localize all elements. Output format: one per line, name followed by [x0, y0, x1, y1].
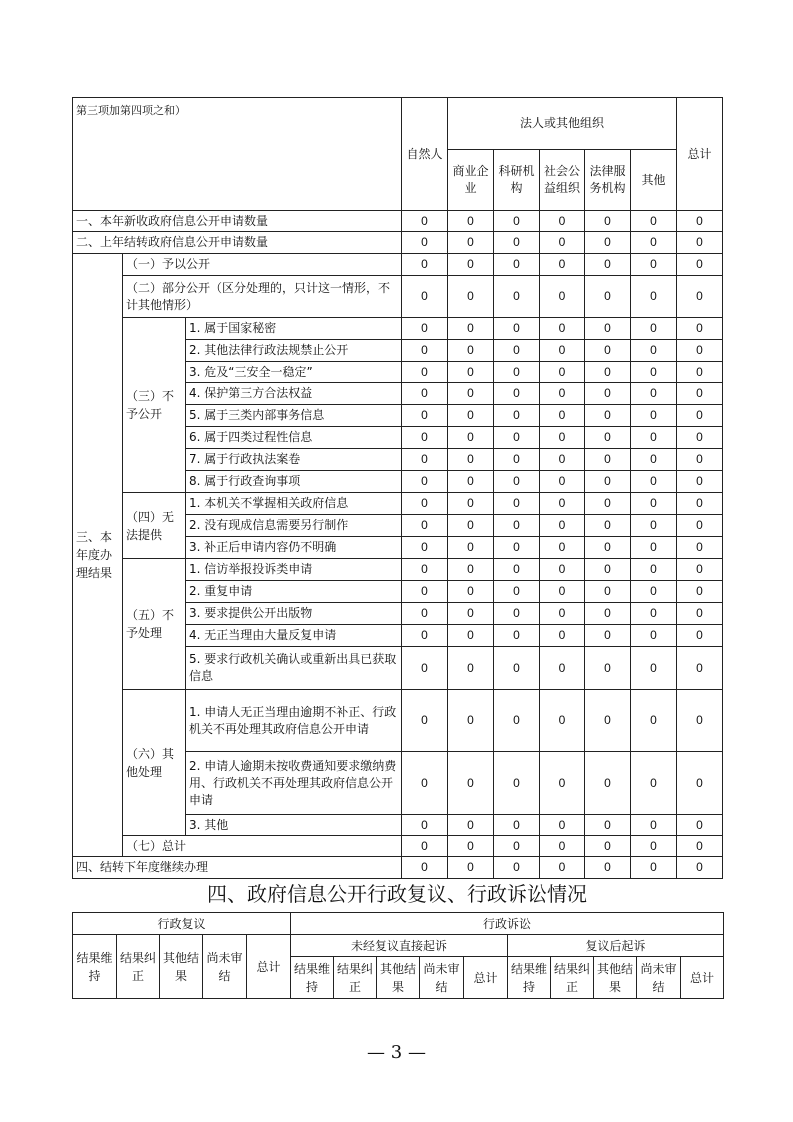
- value-cell: 0: [402, 493, 448, 515]
- value-cell: 0: [677, 647, 723, 690]
- value-cell: 0: [540, 383, 585, 405]
- value-cell: 0: [677, 752, 723, 815]
- value-cell: 0: [402, 232, 448, 254]
- value-cell: 0: [631, 647, 677, 690]
- section4-heading: 四、政府信息公开行政复议、行政诉讼情况: [207, 882, 587, 906]
- row-label: 3. 要求提供公开出版物: [186, 603, 402, 625]
- row-label: 3. 危及“三安全一稳定”: [186, 362, 402, 383]
- value-cell: 0: [540, 690, 585, 752]
- value-cell: 0: [540, 625, 585, 647]
- value-cell: 0: [402, 690, 448, 752]
- value-cell: 0: [631, 581, 677, 603]
- header-note: 第三项加第四项之和）: [73, 98, 402, 211]
- value-cell: 0: [402, 515, 448, 537]
- review-col-pending: 尚未审结: [203, 935, 247, 999]
- value-cell: 0: [540, 318, 585, 340]
- header-public-welfare: 社会公益组织: [540, 150, 585, 211]
- value-cell: 0: [631, 625, 677, 647]
- row-label: 6. 属于四类过程性信息: [186, 427, 402, 449]
- value-cell: 0: [585, 405, 631, 427]
- value-cell: 0: [402, 340, 448, 362]
- value-cell: 0: [631, 318, 677, 340]
- value-cell: 0: [402, 815, 448, 836]
- group-label: （三）不予公开: [123, 318, 186, 493]
- value-cell: 0: [402, 405, 448, 427]
- value-cell: 0: [585, 471, 631, 493]
- row-label: （七）总计: [123, 836, 402, 857]
- value-cell: 0: [631, 515, 677, 537]
- value-cell: 0: [540, 559, 585, 581]
- value-cell: 0: [402, 559, 448, 581]
- value-cell: 0: [540, 254, 585, 276]
- value-cell: 0: [540, 405, 585, 427]
- review-col-maintain: 结果维持: [73, 935, 117, 999]
- table-row: [73, 836, 723, 857]
- value-cell: 0: [494, 559, 540, 581]
- value-cell: 0: [402, 254, 448, 276]
- value-cell: 0: [585, 254, 631, 276]
- group-label: （五）不予处理: [123, 559, 186, 690]
- value-cell: 0: [402, 318, 448, 340]
- value-cell: 0: [585, 340, 631, 362]
- value-cell: 0: [677, 559, 723, 581]
- value-cell: 0: [448, 318, 494, 340]
- value-cell: 0: [494, 515, 540, 537]
- header-review: 行政复议: [73, 913, 291, 935]
- value-cell: 0: [585, 647, 631, 690]
- value-cell: 0: [631, 857, 677, 879]
- row-label: 1. 属于国家秘密: [186, 318, 402, 340]
- row-label: 2. 其他法律行政法规禁止公开: [186, 340, 402, 362]
- table-row: [73, 857, 723, 879]
- value-cell: 0: [402, 752, 448, 815]
- header-litigation: 行政诉讼: [291, 913, 724, 935]
- value-cell: 0: [448, 690, 494, 752]
- row-label: 5. 要求行政机关确认或重新出具已获取信息: [186, 647, 402, 690]
- value-cell: 0: [402, 836, 448, 857]
- value-cell: 0: [494, 383, 540, 405]
- value-cell: 0: [677, 449, 723, 471]
- value-cell: 0: [585, 815, 631, 836]
- value-cell: 0: [494, 471, 540, 493]
- value-cell: 0: [494, 362, 540, 383]
- value-cell: 0: [631, 276, 677, 318]
- value-cell: 0: [448, 211, 494, 232]
- value-cell: 0: [540, 581, 585, 603]
- value-cell: 0: [540, 493, 585, 515]
- value-cell: 0: [540, 276, 585, 318]
- value-cell: 0: [448, 559, 494, 581]
- value-cell: 0: [448, 405, 494, 427]
- value-cell: 0: [402, 603, 448, 625]
- row-label: 7. 属于行政执法案卷: [186, 449, 402, 471]
- value-cell: 0: [494, 340, 540, 362]
- row-label: 5. 属于三类内部事务信息: [186, 405, 402, 427]
- table-row: [73, 493, 723, 515]
- group-label: （六）其他处理: [123, 690, 186, 836]
- row-label: 3. 补正后申请内容仍不明确: [186, 537, 402, 559]
- value-cell: 0: [540, 836, 585, 857]
- value-cell: 0: [494, 857, 540, 879]
- review-col-total: 总计: [247, 935, 291, 999]
- value-cell: 0: [402, 362, 448, 383]
- row-label: 1. 信访举报投诉类申请: [186, 559, 402, 581]
- group-label: （四）无法提供: [123, 493, 186, 559]
- value-cell: 0: [585, 537, 631, 559]
- value-cell: 0: [402, 625, 448, 647]
- value-cell: 0: [494, 815, 540, 836]
- value-cell: 0: [540, 537, 585, 559]
- value-cell: 0: [677, 427, 723, 449]
- review-litigation-table: [72, 912, 724, 999]
- value-cell: 0: [677, 318, 723, 340]
- value-cell: 0: [494, 449, 540, 471]
- header-research: 科研机构: [494, 150, 540, 211]
- value-cell: 0: [585, 581, 631, 603]
- table-row: [73, 690, 723, 752]
- value-cell: 0: [585, 752, 631, 815]
- direct-col-total: 总计: [464, 957, 508, 999]
- value-cell: 0: [585, 211, 631, 232]
- row-label: 2. 申请人逾期未按收费通知要求缴纳费用、行政机关不再处理其政府信息公开申请: [186, 752, 402, 815]
- direct-col-maintain: 结果维持: [291, 957, 334, 999]
- value-cell: 0: [402, 647, 448, 690]
- row-label: （二）部分公开（区分处理的，只计这一情形，不计其他情形）: [123, 276, 402, 318]
- value-cell: 0: [585, 836, 631, 857]
- value-cell: 0: [402, 471, 448, 493]
- row-label: 4. 保护第三方合法权益: [186, 383, 402, 405]
- value-cell: 0: [494, 581, 540, 603]
- value-cell: 0: [448, 815, 494, 836]
- value-cell: 0: [402, 537, 448, 559]
- value-cell: 0: [540, 857, 585, 879]
- value-cell: 0: [677, 537, 723, 559]
- value-cell: 0: [585, 603, 631, 625]
- value-cell: 0: [585, 493, 631, 515]
- direct-col-pending: 尚未审结: [420, 957, 464, 999]
- value-cell: 0: [540, 211, 585, 232]
- value-cell: 0: [402, 211, 448, 232]
- value-cell: 0: [448, 362, 494, 383]
- value-cell: 0: [448, 647, 494, 690]
- value-cell: 0: [540, 647, 585, 690]
- table-row: [73, 232, 723, 254]
- row-label: 2. 重复申请: [186, 581, 402, 603]
- value-cell: 0: [402, 276, 448, 318]
- value-cell: 0: [540, 449, 585, 471]
- value-cell: 0: [585, 232, 631, 254]
- value-cell: 0: [540, 603, 585, 625]
- table-row: [73, 254, 723, 276]
- row-label: 3. 其他: [186, 815, 402, 836]
- value-cell: 0: [494, 752, 540, 815]
- value-cell: 0: [585, 690, 631, 752]
- value-cell: 0: [448, 515, 494, 537]
- value-cell: 0: [494, 427, 540, 449]
- after-col-total: 总计: [681, 957, 724, 999]
- value-cell: 0: [448, 603, 494, 625]
- header-other: 其他: [631, 150, 677, 211]
- value-cell: 0: [494, 690, 540, 752]
- value-cell: 0: [631, 815, 677, 836]
- value-cell: 0: [448, 449, 494, 471]
- value-cell: 0: [494, 603, 540, 625]
- value-cell: 0: [585, 383, 631, 405]
- value-cell: 0: [677, 603, 723, 625]
- value-cell: 0: [494, 276, 540, 318]
- value-cell: 0: [677, 625, 723, 647]
- value-cell: 0: [448, 625, 494, 647]
- table-row: [73, 318, 723, 340]
- row-label: 2. 没有现成信息需要另行制作: [186, 515, 402, 537]
- value-cell: 0: [494, 836, 540, 857]
- value-cell: 0: [677, 276, 723, 318]
- value-cell: 0: [540, 232, 585, 254]
- value-cell: 0: [585, 318, 631, 340]
- value-cell: 0: [540, 471, 585, 493]
- header-commercial: 商业企业: [448, 150, 494, 211]
- value-cell: 0: [540, 340, 585, 362]
- value-cell: 0: [677, 581, 723, 603]
- value-cell: 0: [585, 857, 631, 879]
- row-label: 一、本年新收政府信息公开申请数量: [73, 211, 402, 232]
- value-cell: 0: [631, 449, 677, 471]
- review-col-correct: 结果纠正: [117, 935, 160, 999]
- value-cell: 0: [631, 427, 677, 449]
- header-direct-suit: 未经复议直接起诉: [291, 935, 508, 957]
- value-cell: 0: [494, 405, 540, 427]
- value-cell: 0: [677, 211, 723, 232]
- header-legal-group: 法人或其他组织: [448, 98, 677, 150]
- value-cell: 0: [448, 340, 494, 362]
- value-cell: 0: [631, 340, 677, 362]
- value-cell: 0: [585, 559, 631, 581]
- value-cell: 0: [540, 427, 585, 449]
- value-cell: 0: [631, 362, 677, 383]
- value-cell: 0: [494, 318, 540, 340]
- value-cell: 0: [494, 254, 540, 276]
- value-cell: 0: [448, 276, 494, 318]
- value-cell: 0: [677, 254, 723, 276]
- value-cell: 0: [585, 449, 631, 471]
- table-row: [73, 276, 723, 318]
- value-cell: 0: [677, 405, 723, 427]
- value-cell: 0: [402, 427, 448, 449]
- value-cell: 0: [631, 537, 677, 559]
- header-natural-person: 自然人: [402, 98, 448, 211]
- after-col-correct: 结果纠正: [551, 957, 594, 999]
- row-label: 二、上年结转政府信息公开申请数量: [73, 232, 402, 254]
- value-cell: 0: [677, 815, 723, 836]
- page-number: — 3 —: [367, 1042, 426, 1063]
- value-cell: 0: [585, 625, 631, 647]
- after-col-other: 其他结果: [594, 957, 637, 999]
- value-cell: 0: [494, 647, 540, 690]
- value-cell: 0: [448, 232, 494, 254]
- value-cell: 0: [402, 857, 448, 879]
- value-cell: 0: [631, 836, 677, 857]
- direct-col-other: 其他结果: [377, 957, 420, 999]
- header-after-review: 复议后起诉: [508, 935, 724, 957]
- value-cell: 0: [494, 211, 540, 232]
- header-legal-service: 法律服务机构: [585, 150, 631, 211]
- value-cell: 0: [677, 362, 723, 383]
- value-cell: 0: [631, 690, 677, 752]
- value-cell: 0: [494, 232, 540, 254]
- value-cell: 0: [402, 383, 448, 405]
- review-col-other: 其他结果: [160, 935, 203, 999]
- value-cell: 0: [494, 625, 540, 647]
- value-cell: 0: [677, 857, 723, 879]
- value-cell: 0: [448, 581, 494, 603]
- value-cell: 0: [631, 603, 677, 625]
- value-cell: 0: [448, 471, 494, 493]
- value-cell: 0: [677, 471, 723, 493]
- value-cell: 0: [448, 752, 494, 815]
- value-cell: 0: [585, 276, 631, 318]
- value-cell: 0: [677, 493, 723, 515]
- table-row: [73, 211, 723, 232]
- value-cell: 0: [631, 559, 677, 581]
- header-total: 总计: [677, 98, 723, 211]
- value-cell: 0: [402, 581, 448, 603]
- row-label: 8. 属于行政查询事项: [186, 471, 402, 493]
- value-cell: 0: [448, 427, 494, 449]
- value-cell: 0: [448, 493, 494, 515]
- value-cell: 0: [631, 471, 677, 493]
- value-cell: 0: [631, 254, 677, 276]
- value-cell: 0: [448, 383, 494, 405]
- value-cell: 0: [494, 493, 540, 515]
- value-cell: 0: [677, 340, 723, 362]
- row-label: （一）予以公开: [123, 254, 402, 276]
- value-cell: 0: [585, 362, 631, 383]
- value-cell: 0: [677, 232, 723, 254]
- value-cell: 0: [631, 405, 677, 427]
- value-cell: 0: [448, 836, 494, 857]
- value-cell: 0: [631, 211, 677, 232]
- row-label: 四、结转下年度继续办理: [73, 857, 402, 879]
- after-col-pending: 尚未审结: [637, 957, 681, 999]
- value-cell: 0: [402, 449, 448, 471]
- value-cell: 0: [677, 383, 723, 405]
- value-cell: 0: [631, 752, 677, 815]
- row-label: 1. 本机关不掌握相关政府信息: [186, 493, 402, 515]
- row-label: 1. 申请人无正当理由逾期不补正、行政机关不再处理其政府信息公开申请: [186, 690, 402, 752]
- value-cell: 0: [677, 515, 723, 537]
- value-cell: 0: [448, 254, 494, 276]
- row-label: 4. 无正当理由大量反复申请: [186, 625, 402, 647]
- value-cell: 0: [631, 232, 677, 254]
- value-cell: 0: [540, 815, 585, 836]
- value-cell: 0: [448, 537, 494, 559]
- value-cell: 0: [540, 752, 585, 815]
- value-cell: 0: [448, 857, 494, 879]
- direct-col-correct: 结果纠正: [334, 957, 377, 999]
- value-cell: 0: [585, 427, 631, 449]
- value-cell: 0: [585, 515, 631, 537]
- value-cell: 0: [540, 515, 585, 537]
- value-cell: 0: [494, 537, 540, 559]
- results-category-label: 三、本年度办理结果: [73, 254, 123, 857]
- value-cell: 0: [677, 690, 723, 752]
- value-cell: 0: [540, 362, 585, 383]
- value-cell: 0: [631, 493, 677, 515]
- statistics-table: [72, 97, 723, 879]
- table-row: [73, 559, 723, 581]
- value-cell: 0: [677, 836, 723, 857]
- value-cell: 0: [631, 383, 677, 405]
- after-col-maintain: 结果维持: [508, 957, 551, 999]
